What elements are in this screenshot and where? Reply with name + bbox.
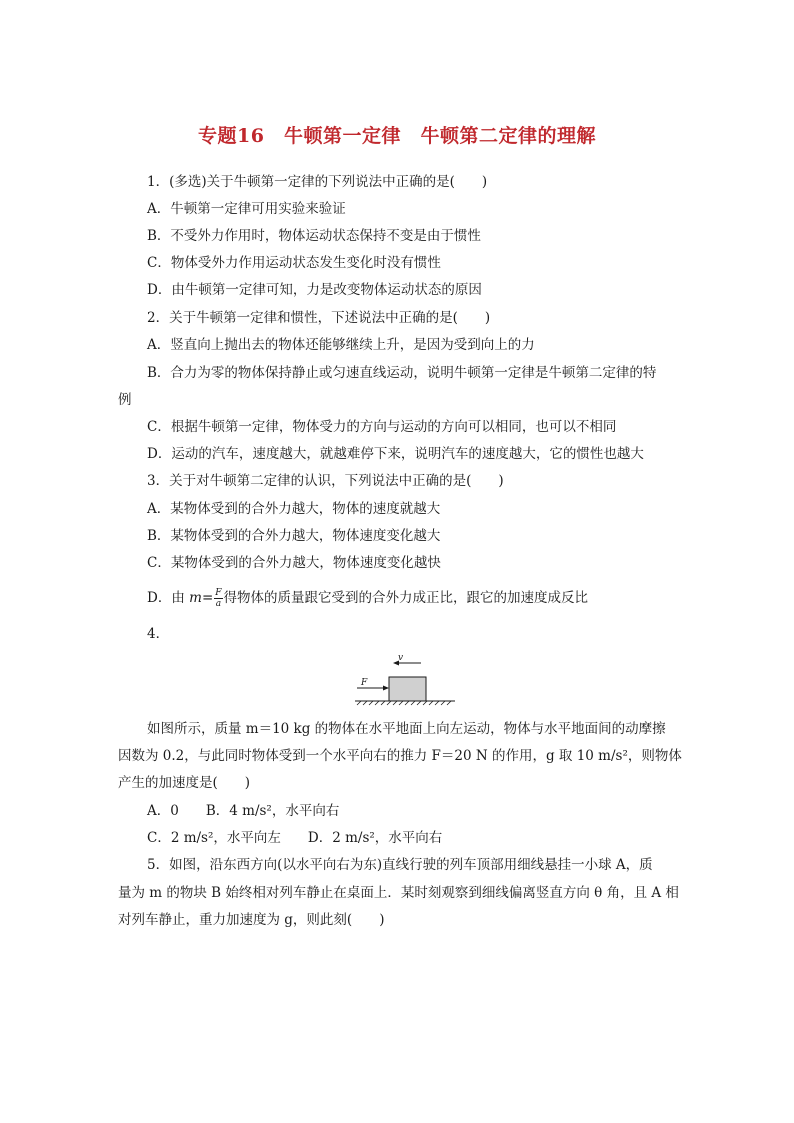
velocity-label: v	[398, 653, 404, 663]
question-3-option-c: C．某物体受到的合外力越大，物体速度变化越快	[147, 555, 441, 571]
fraction-numerator: F	[215, 588, 222, 598]
question-2-stem: 2．关于牛顿第一定律和惯性，下述说法中正确的是( )	[147, 310, 491, 326]
question-4-text-line-3: 产生的加速度是( )	[118, 775, 251, 791]
question-1-option-b: B．不受外力作用时，物体运动状态保持不变是由于惯性	[147, 228, 481, 244]
question-3-option-b: B．某物体受到的合外力越大，物体速度变化越大	[147, 528, 441, 544]
force-label: F	[361, 678, 368, 688]
question-2-option-b: B．合力为零的物体保持静止或匀速直线运动，说明牛顿第一定律是牛顿第二定律的特	[147, 365, 657, 381]
question-5-text-line-3: 对列车静止，重力加速度为 g，则此刻( )	[118, 912, 385, 928]
question-1-option-d: D．由牛顿第一定律可知，力是改变物体运动状态的原因	[147, 282, 482, 298]
question-3-stem: 3．关于对牛顿第二定律的认识，下列说法中正确的是( )	[147, 473, 504, 489]
question-3-option-a: A．某物体受到的合外力越大，物体的速度就越大	[147, 501, 441, 517]
question-4-text-line-1: 如图所示，质量 m＝10 kg 的物体在水平地面上向左运动，物体与水平地面间的动摩擦	[147, 721, 666, 737]
question-1-stem: 1．(多选)关于牛顿第一定律的下列说法中正确的是( )	[147, 174, 488, 190]
ground-hatching	[357, 701, 451, 705]
block-force-diagram	[355, 650, 455, 706]
force-arrowhead	[383, 686, 389, 691]
question-4-number: 4．	[147, 626, 170, 642]
fraction-denominator: a	[215, 599, 222, 609]
question-5-text-line-1: 5．如图，沿东西方向(以水平向右为东)直线行驶的列车顶部用细线悬挂一小球 A，质	[147, 857, 653, 873]
question-2-option-c: C．根据牛顿第一定律，物体受力的方向与运动的方向可以相同，也可以不相同	[147, 419, 617, 435]
option-d-suffix: 得物体的质量跟它受到的合外力成正比，跟它的加速度成反比	[223, 590, 588, 606]
mass-variable: m	[189, 590, 202, 606]
question-1-option-a: A．牛顿第一定律可用实验来验证	[147, 201, 346, 217]
question-2-option-a: A．竖直向上抛出去的物体还能够继续上升，是因为受到向上的力	[147, 337, 535, 353]
question-5-text-line-2: 量为 m 的物块 B 始终相对列车静止在桌面上．某时刻观察到细线偏离竖直方向 θ 角，且 A 相	[118, 885, 679, 901]
equals-sign: =	[201, 590, 214, 606]
question-4-options-cd: C．2 m/s²，水平向左 D．2 m/s²，水平向右	[147, 830, 443, 846]
question-2-option-b-continued: 例	[118, 392, 132, 408]
option-d-prefix: D．由	[147, 590, 190, 606]
question-4-options-ab: A．0 B．4 m/s²，水平向右	[147, 803, 340, 819]
question-1-option-c: C．物体受外力作用运动状态发生变化时没有惯性	[147, 255, 441, 271]
fraction-f-over-a	[214, 588, 222, 609]
page-title: 专题16 牛顿第一定律 牛顿第二定律的理解	[198, 125, 596, 147]
block	[389, 677, 426, 701]
question-4-text-line-2: 因数为 0.2，与此同时物体受到一个水平向右的推力 F＝20 N 的作用，g 取 10 m/s²，则物体	[118, 748, 682, 764]
question-3-option-d	[147, 588, 588, 609]
question-2-option-d: D．运动的汽车，速度越大，就越难停下来，说明汽车的速度越大，它的惯性也越大	[147, 446, 644, 462]
